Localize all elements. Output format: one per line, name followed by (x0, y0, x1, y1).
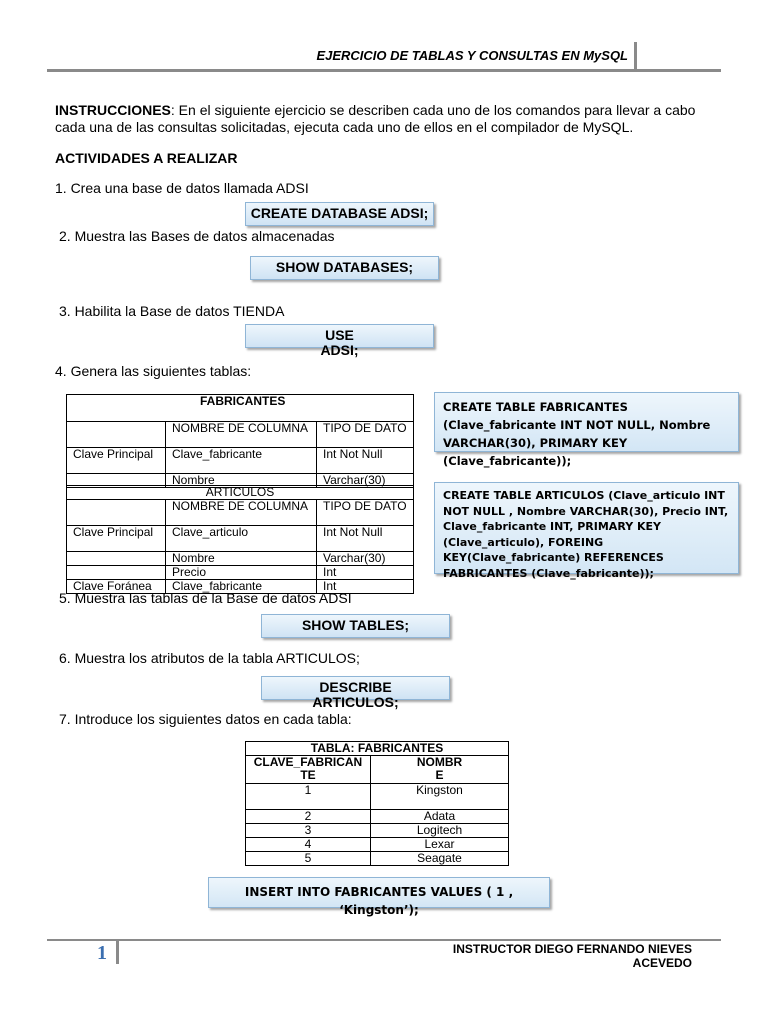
use-database-command: USE ADSI; (245, 324, 434, 348)
schema-type-cell: Int Not Null (317, 526, 414, 552)
footer-divider-bar (116, 941, 119, 964)
step-6: 6. Muestra los atributos de la tabla ARTICULOS; (59, 650, 360, 666)
data-cell: 5 (246, 852, 371, 866)
instructions-text: : En el siguiente ejercicio se describen cada uno de los comandos para llevar a cabo cada una de las consultas solicitadas, ejecuta cada uno de ellos en el compilador de MySQL. (55, 102, 696, 135)
data-cell: Adata (371, 810, 509, 824)
footer-instructor: INSTRUCTOR DIEGO FERNANDO NIEVES ACEVEDO (452, 942, 692, 970)
data-cell: Lexar (371, 838, 509, 852)
schema-name-cell: Clave_fabricante (166, 448, 317, 474)
step-5: 5. Muestra las tablas de la Base de datos ADSI (59, 590, 352, 606)
data-cell: 1 (246, 784, 371, 810)
schema-col-name-header: NOMBRE DE COLUMNA (166, 500, 317, 526)
schema-col-name-header: NOMBRE DE COLUMNA (166, 422, 317, 448)
show-tables-command: SHOW TABLES; (261, 614, 450, 638)
data-cell: 4 (246, 838, 371, 852)
footer-rule (47, 939, 721, 941)
schema-key-cell: Clave Principal (67, 448, 166, 474)
activities-title: ACTIVIDADES A REALIZAR (55, 150, 238, 166)
schema-name-cell: Nombre (166, 552, 317, 566)
data-cell: Seagate (371, 852, 509, 866)
schema-type-cell: Int Not Null (317, 448, 414, 474)
step-1: 1. Crea una base de datos llamada ADSI (55, 180, 309, 196)
create-articulos-sql: CREATE TABLE ARTICULOS (Clave_articulo INT NOT NULL , Nombre VARCHAR(30), Precio INT, Clave_fabricante INT, PRIMARY KEY (Clave_articulo), FOREING KEY(Clave_fabricante) REFERENCES FABRICANTES (Clave_fabricante)); (434, 482, 739, 574)
create-database-command: CREATE DATABASE ADSI; (245, 202, 434, 226)
schema-type-cell: Varchar(30) (317, 474, 414, 488)
page-number: 1 (97, 942, 107, 964)
schema-key-header (67, 500, 166, 526)
data-cell: 2 (246, 810, 371, 824)
schema-key-cell (67, 552, 166, 566)
step-4: 4. Genera las siguientes tablas: (55, 363, 252, 379)
data-cell: Kingston (416, 783, 463, 797)
schema-col-type-header: TIPO DE DATO (317, 422, 414, 448)
schema-col-type-header: TIPO DE DATO (317, 500, 414, 526)
schema-type-cell: Int (317, 566, 414, 580)
header-rule (47, 69, 721, 72)
data-cell: 3 (246, 824, 371, 838)
schema-name-cell: Clave_fabricante (166, 580, 317, 594)
data-table-title: TABLA: FABRICANTES (246, 742, 509, 756)
create-fabricantes-sql: CREATE TABLE FABRICANTES (Clave_fabricante INT NOT NULL, Nombre VARCHAR(30), PRIMARY KEY (Clave_fabricante)); (434, 392, 739, 452)
schema-key-header (67, 422, 166, 448)
data-table-header-nombre: NOMBRE (416, 755, 463, 782)
instructions-paragraph (55, 102, 720, 136)
data-cell: Logitech (371, 824, 509, 838)
insert-command: INSERT INTO FABRICANTES VALUES ( 1 , ‘Kingston’); (208, 877, 550, 908)
schema-type-cell: Int (317, 580, 414, 594)
show-databases-command: SHOW DATABASES; (250, 256, 439, 280)
articulos-schema-table (66, 485, 414, 594)
schema-name-cell: Clave_articulo (166, 526, 317, 552)
fabricantes-schema-table (66, 394, 414, 488)
fabricantes-data-table (245, 741, 509, 866)
schema-type-cell: Varchar(30) (317, 552, 414, 566)
articulos-schema-title: ARTICULOS (67, 486, 414, 500)
schema-key-cell (67, 566, 166, 580)
header-divider-bar (634, 42, 637, 69)
describe-command: DESCRIBE ARTICULOS; (261, 676, 450, 700)
instructions-label: INSTRUCCIONES (55, 102, 171, 118)
fabricantes-schema-title: FABRICANTES (200, 394, 286, 408)
step-3: 3. Habilita la Base de datos TIENDA (59, 303, 285, 319)
document-header-title: EJERCICIO DE TABLAS Y CONSULTAS EN MySQL (316, 48, 628, 63)
schema-key-cell: Clave Principal (67, 526, 166, 552)
schema-name-cell: Nombre (166, 474, 317, 488)
step-7: 7. Introduce los siguientes datos en cada tabla: (59, 711, 352, 727)
step-2: 2. Muestra las Bases de datos almacenadas (59, 228, 335, 244)
schema-key-cell: Clave Foránea (67, 580, 166, 594)
data-table-header-clave: CLAVE_FABRICANTE (253, 755, 363, 782)
schema-name-cell: Precio (166, 566, 317, 580)
